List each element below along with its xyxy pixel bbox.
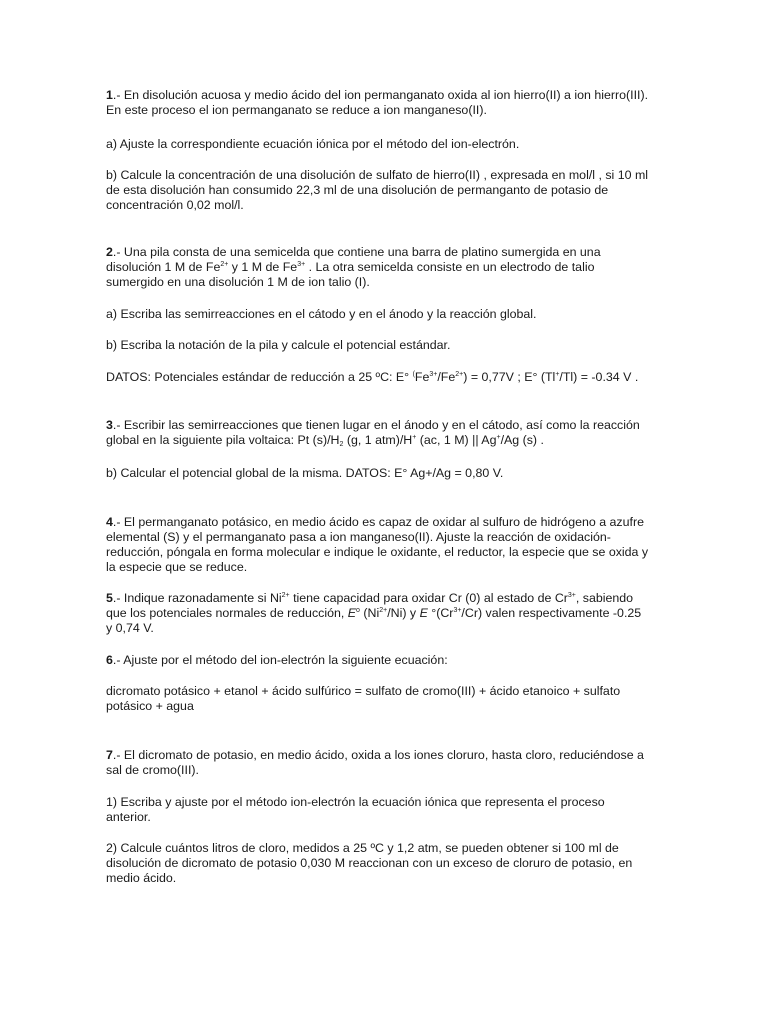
exercise-2-datos: DATOS: Potenciales estándar de reducción a 25 ºC: E° $^(Fe^{3+}/Fe^{2+}) = 0,77V$ ; E° (Tl+/Tl) = -0.34 V . <box>106 370 639 384</box>
exercise-1-line-2: En este proceso el ion permanganato se reduce a ion manganeso(II). <box>106 103 487 117</box>
exercise-6-number: 6 <box>106 653 113 667</box>
exercise-6-statement <box>106 653 666 668</box>
exercise-1-part-b: b) Calcule la concentración de una disolución de sulfato de hierro(II) , expresada en mol/l , si 10 ml de esta disolución han consumido 22,3 ml de una disolución de permanganto de potasio de concentración 0,02 mol/l. <box>106 168 649 212</box>
exercise-2-statement: 2.- Una pila consta de una semicelda que contiene una barra de platino sumergida en una disolución 1 M de $Fe^{2+}$ y 1 M de $Fe^{3+}$ . La otra semicelda consiste en un electrodo de talio sumergido en una disolución 1 M de ion talio (I). <box>106 245 601 289</box>
exercise-3-number: 3 <box>106 418 113 432</box>
exercise-1-number: 1 <box>106 88 113 102</box>
exercise-3-statement: 3.- Escribir las semirreacciones que tienen lugar en el ánodo y en el cátodo, así como la reacción global en la siguiente pila voltaica: Pt $(s)/H_2$ (g, 1 atm)/H+ (ac, 1 M) || Ag+/Ag (s) . <box>106 418 640 448</box>
exercise-3-part-b: b) Calcular el potencial global de la misma. DATOS: E° Ag+/Ag = 0,80 V. <box>106 466 504 480</box>
exercise-6-equation: dicromato potásico + etanol + ácido sulfúrico = sulfato de cromo(III) + ácido etanoico + sulfato potásico + agua <box>106 684 621 713</box>
exercise-1-line-1: .- En disolución acuosa y medio ácido del ion permanganato oxida al ion hierro(II) a ion hierro(III). <box>112 88 649 102</box>
exercise-7-text: .- El dicromato de potasio, en medio ácido, oxida a los iones cloruro, hasta cloro, reduciéndose a sal de cromo(III). <box>106 748 644 777</box>
exercise-7-number: 7 <box>106 748 113 762</box>
exercise-7-question-2: 2) Calcule cuántos litros de cloro, medidos a 25 ºC y 1,2 atm, se pueden obtener si 100 ml de disolución de dicromato de potasio 0,030 M reaccionan con un exceso de cloruro de potasio, en medio ácido. <box>106 841 633 885</box>
exercise-5-number: 5 <box>106 591 113 605</box>
exercise-1-part-a: a) Ajuste la correspondiente ecuación iónica por el método del ion-electrón. <box>106 137 520 151</box>
exercise-7-statement <box>106 748 666 778</box>
exercise-5-statement: 5.- Indique razonadamente si $Ni^{2+}$ tiene capacidad para oxidar Cr (0) al estado de $Cr^{3+}$, sabiendo que los potenciales normales de reducción, $E^o$ $(Ni^{2+}/Ni)$ y E $^\circ(Cr^{3+}/Cr)$ valen respectivamente -0.25 y 0,74 V. <box>106 591 642 635</box>
exercise-2-part-a: a) Escriba las semirreacciones en el cátodo y en el ánodo y la reacción global. <box>106 307 537 321</box>
exercise-1-statement <box>106 88 666 118</box>
exercise-4-text: .- El permanganato potásico, en medio ácido es capaz de oxidar al sulfuro de hidrógeno a azufre elemental (S) y el permanganato pasa a ion manganeso(II). Ajuste la reacción de oxidación- reducción, póngala en forma molecular e indique le oxidante, el reductor, la especie que se oxida y la especie que se reduce. <box>106 515 649 574</box>
exercise-4-statement <box>106 515 666 575</box>
exercise-2-number: 2 <box>106 245 113 259</box>
exercise-7-question-1: 1) Escriba y ajuste por el método ion-electrón la ecuación iónica que representa el proceso anterior. <box>106 795 605 824</box>
exercise-6-text: .- Ajuste por el método del ion-electrón la siguiente ecuación: <box>112 653 448 667</box>
exercise-4-number: 4 <box>106 515 113 529</box>
exercise-2-part-b: b) Escriba la notación de la pila y calcule el potencial estándar. <box>106 338 451 352</box>
